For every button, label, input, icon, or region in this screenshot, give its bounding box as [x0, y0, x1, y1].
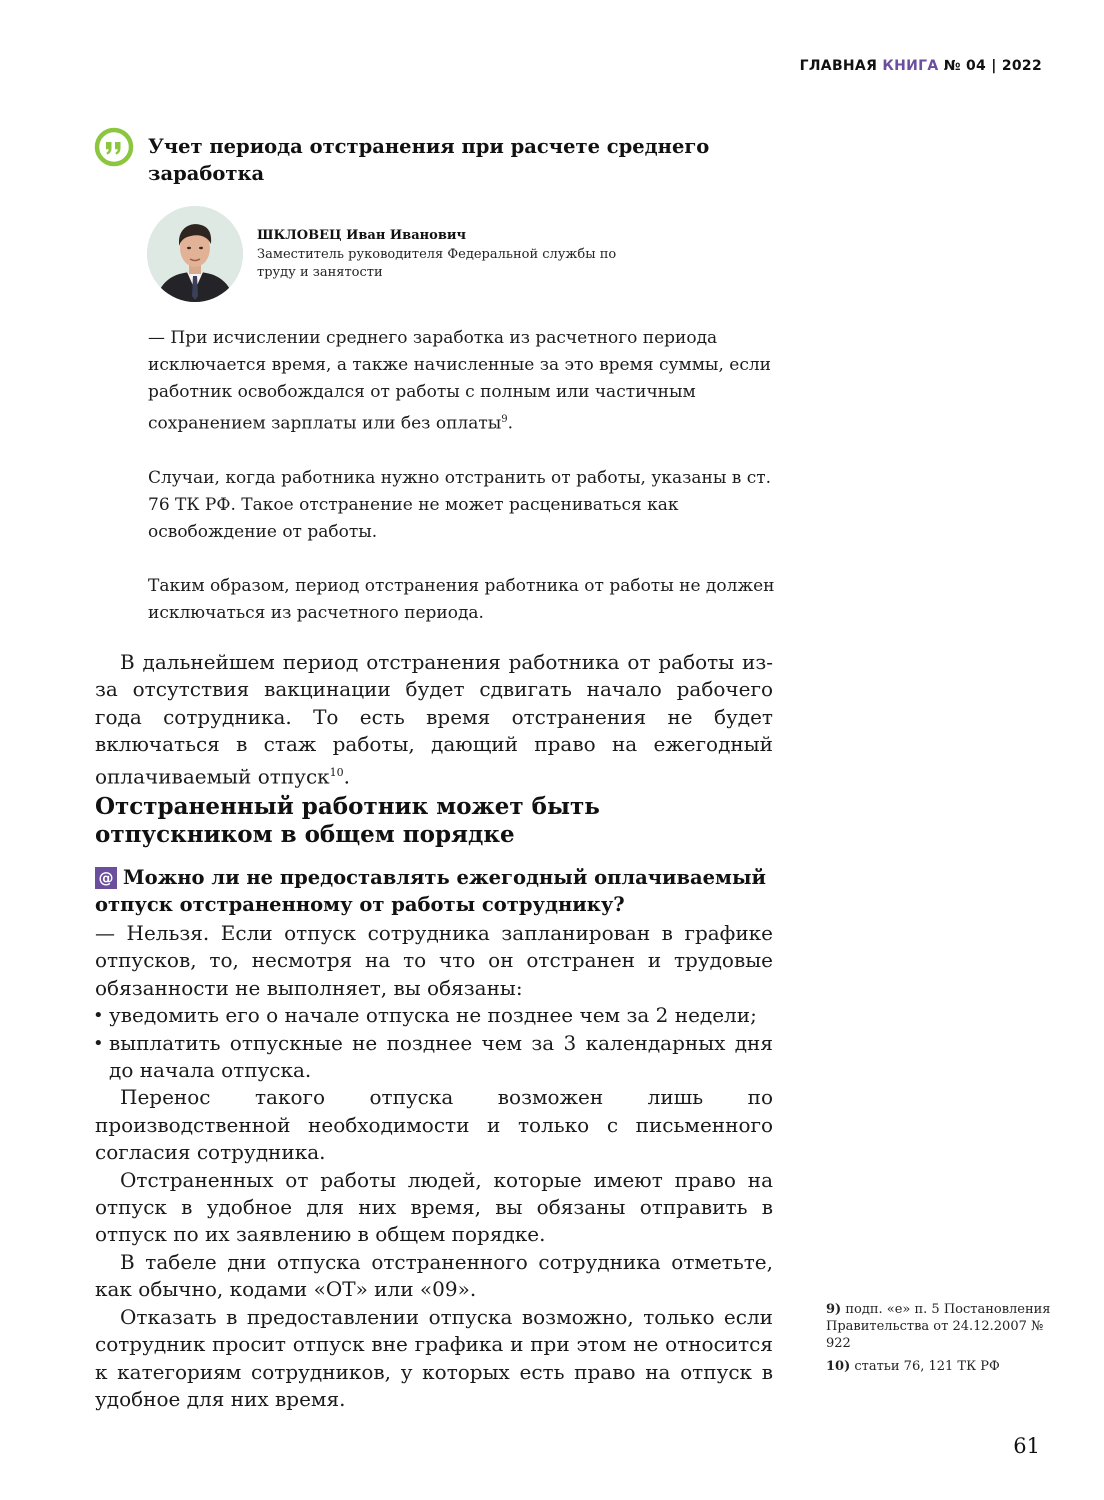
magazine-header: [800, 58, 1042, 74]
list-item: • выплатить отпускные не позднее чем за 3 календарных дня до начала отпуска.: [95, 1030, 773, 1085]
page-number: 61: [1013, 1434, 1040, 1458]
answer-block: [95, 920, 773, 1413]
body-paragraph: Отказать в предоставлении отпуска возможно, только если сотрудник просит отпуск вне графика и при этом не относится к категориям сотрудников, у которых есть право на отпуск в удобное для них время.: [95, 1304, 773, 1411]
list-item: • уведомить его о начале отпуска не позднее чем за 2 недели;: [95, 1002, 773, 1029]
expert-name: ШКЛОВЕЦ Иван Иванович: [257, 228, 467, 243]
body-paragraph: В табеле дни отпуска отстраненного сотрудника отметьте, как обычно, кодами «ОТ» или «09».: [95, 1249, 773, 1302]
expert-role: Заместитель руководителя Федеральной службы по труду и занятости: [257, 247, 617, 280]
quote-marks-icon: [94, 127, 134, 167]
footnote-ref: 9: [501, 414, 508, 425]
footnote: 9) подп. «е» п. 5 Постановления Правительства от 24.12.2007 № 922: [826, 1302, 1051, 1351]
footnotes: [826, 1301, 1056, 1381]
bullet-list: [95, 1002, 773, 1084]
body-paragraph: В дальнейшем период отстранения работника от работы из-за отсутствия вакцинации будет сдвигать начало рабочего года сотрудника. То есть время отстранения не будет включаться в стаж работы, дающий право на ежегодный оплачиваемый отпуск$^{10}$.: [95, 650, 773, 789]
body-paragraph: Отстраненных от работы людей, которые имеют право на отпуск в удобное для них время, вы обязаны отправить в отпуск по их заявлению в общем порядке.: [95, 1167, 773, 1247]
footnote-ref: 10: [329, 765, 344, 779]
answer-intro: — Нельзя. Если отпуск сотрудника запланирован в графике отпусков, то, несмотря на то что он отстранен и трудовые обязанности не выполняет, вы обязаны:: [95, 921, 773, 1000]
brand-name-part1: ГЛАВНАЯ: [799, 58, 878, 74]
quote-paragraph: — При исчислении среднего заработка из расчетного периода исключается время, а также начисленные за это время суммы, если работник освобождался от работы с полным или частичным сохранением зарплаты или без оплаты$^9$.: [148, 328, 771, 434]
issue-number: № 04 | 2022: [943, 58, 1042, 74]
body-paragraph: Перенос такого отпуска возможен лишь по производственной необходимости и только с письменного согласия сотрудника.: [95, 1085, 773, 1165]
section-heading: Отстраненный работник может быть отпускником в общем порядке: [95, 793, 600, 848]
quote-title: Учет периода отстранения при расчете среднего заработка: [148, 135, 710, 185]
expert-avatar: [147, 206, 243, 302]
question-block: [95, 864, 785, 919]
footnote: 10) статьи 76, 121 ТК РФ: [826, 1359, 1000, 1374]
brand-name-part2: КНИГА: [882, 58, 939, 74]
quote-paragraph: Таким образом, период отстранения работника от работы не должен исключаться из расчетного периода.: [148, 575, 775, 623]
at-sign-icon: @: [95, 867, 117, 889]
expert-quote-body: [148, 325, 778, 654]
question-text: Можно ли не предоставлять ежегодный оплачиваемый отпуск отстраненному от работы сотруднику?: [95, 866, 767, 917]
quote-paragraph: Случаи, когда работника нужно отстранить от работы, указаны в ст. 76 ТК РФ. Такое отстранение не может расцениваться как освобождение от работы.: [148, 467, 772, 542]
